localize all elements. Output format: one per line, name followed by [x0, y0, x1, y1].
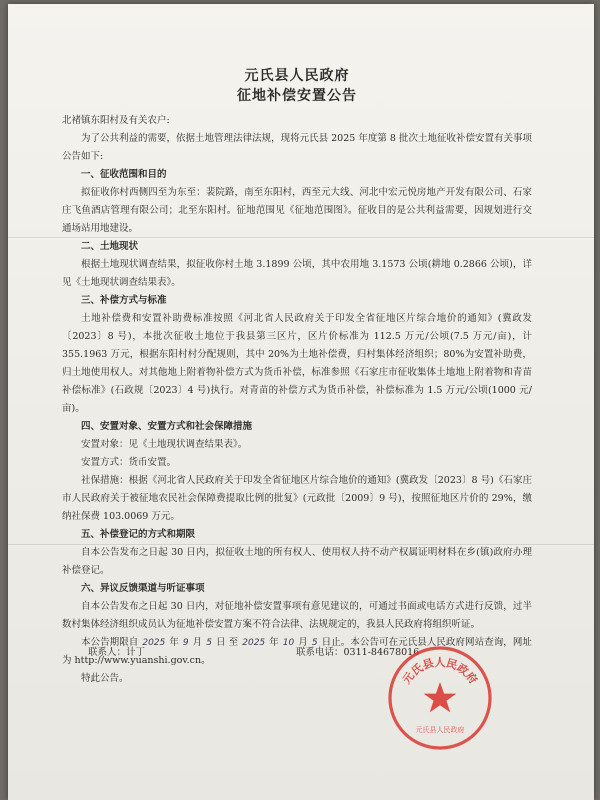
notice-content [62, 66, 532, 688]
handwritten-end-day: 5 [311, 638, 318, 648]
intro-paragraph: 为了公共利益的需要，依据土地管理法律法规，现将元氏县 2025 年度第 8 批次土地征收补偿安置有关事项公告如下: [62, 133, 532, 162]
period-suffix: 止。本公告可在元氏县人民政府网站查询，网址为 http://www.yuanshi.gov.cn。 [62, 637, 532, 666]
seal-star-icon [424, 682, 457, 712]
section-2-heading: 二、土地现状 [81, 241, 139, 252]
section-4-social: 社保措施：根据《河北省人民政府关于印发全省征地区片综合地价的通知》(冀政发〔2023〕8 号)《石家庄市人民政府关于被征地农民社会保障费提取比例的批复》(元政批〔2009〕9 号)，按照征地区片价的 29%，缴纳社保费 103.0069 万元。 [62, 475, 532, 522]
notice-period: 本公告期限自 2025 年 9 月 5 日 至 2025 年 10 月 5 日止。本公告可在元氏县人民政府网站查询，网址为 http://www.yuanshi.gov.cn。 [62, 637, 532, 666]
contact-person [88, 644, 145, 658]
section-5-heading: 五、补偿登记的方式和期限 [81, 529, 196, 540]
seal-arc-text: 元氏县人民政府 [400, 656, 480, 687]
section-6-heading: 六、异议反馈渠道与听证事项 [81, 583, 205, 594]
section-5-body: 自本公告发布之日起 30 日内，拟征收土地的所有权人、使用权人持不动产权属证明材料在乡(镇)政府办理补偿登记。 [62, 547, 532, 576]
official-seal [384, 642, 496, 754]
section-4-object: 安置对象：见《土地现状调查结果表》。 [81, 439, 248, 450]
notice-title: 征地补偿安置公告 [237, 88, 357, 104]
closing-line: 特此公告。 [81, 673, 129, 684]
handwritten-start-month: 9 [182, 638, 189, 648]
handwritten-end-month: 10 [282, 638, 295, 648]
section-4-heading: 四、安置对象、安置方式和社会保障措施 [81, 421, 253, 432]
handwritten-start-year: 2025 [142, 638, 166, 648]
section-3-body: 土地补偿费和安置补助费标准按照《河北省人民政府关于印发全省征地区片综合地价的通知》(冀政发〔2023〕8 号)，本批次征收土地位于我县第三区片，区片价标准为 112.5 万元/公顷(7.5 万元/亩)，计 355.1963 万元，根据东阳村村分配规则，其中 20%为土地补偿费，归村集体经济组织；80%为安置补助费，归土地使用权人。对其他地上附着物补偿方式为货币补偿，标准参照《石家庄市征收集体土地地上附着物和青苗补偿标准》(石政规〔2023〕4 号)执行。对青苗的补偿方式为货币补偿，补偿标准为 1.5 万元/公顷(1000 元/亩)。 [62, 313, 532, 414]
handwritten-start-day: 5 [206, 638, 212, 648]
salutation: 北褚镇东阳村及有关农户: [62, 115, 170, 126]
section-1-body: 拟征收你村西侧四至为东至：裴院路，南至东阳村，西至元大线、河北中宏元悦房地产开发有限公司、石家庄飞鱼酒店管理有限公司；北至东阳村。征地范围见《征地范围图》。征收目的是公共利益需要，因规划进行交通场站用地建设。 [62, 187, 532, 234]
contact-phone-number: 0311-84678016 [343, 647, 420, 658]
handwritten-end-year: 2025 [242, 638, 266, 648]
section-4-method: 安置方式：货币安置。 [81, 457, 177, 468]
section-2-body: 根据土地现状调查结果，拟征收你村土地 3.1899 公顷，其中农用地 3.1573 公顷(耕地 0.2866 公顷)，详见《土地现状调查结果表》。 [62, 259, 532, 288]
section-6-body: 自本公告发布之日起 30 日内，对征地补偿安置事项有意见建议的，可通过书面或电话方式进行反馈，过半数村集体经济组织成员认为征地补偿安置方案不符合法律、法规规定的，我县人民政府将组织听证。 [62, 601, 532, 630]
issuer-title: 元氏县人民政府 [244, 68, 350, 84]
contact-person-name: 计丁 [126, 647, 146, 658]
section-3-heading: 三、补偿方式与标准 [81, 295, 167, 306]
section-1-heading: 一、征收范围和目的 [81, 169, 167, 180]
contact-person-label: 联系人： [88, 647, 127, 658]
contact-phone-label: 联系电话： [296, 647, 344, 658]
period-prefix: 本公告期限自 [81, 637, 139, 648]
seal-center-text: 元氏县人民政府 [415, 726, 465, 734]
